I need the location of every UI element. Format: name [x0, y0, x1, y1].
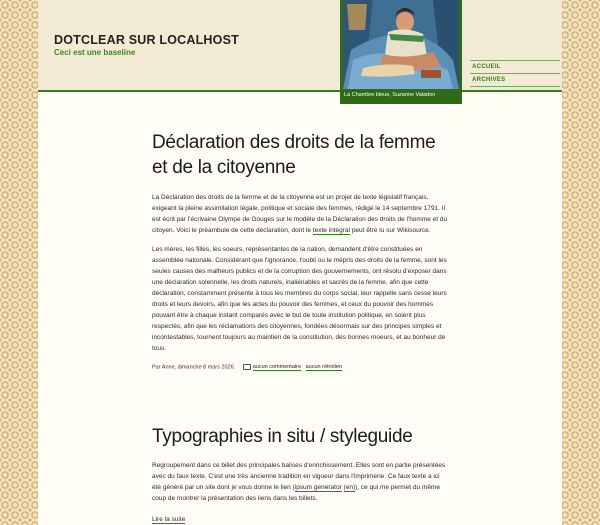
banner-image — [340, 0, 462, 104]
nav-item-accueil[interactable]: ACCUEIL — [470, 60, 560, 73]
site-title[interactable]: DOTCLEAR SUR LOCALHOST — [54, 33, 239, 47]
trackbacks-link[interactable]: aucun rétrolien — [305, 364, 342, 371]
painting-illustration — [343, 0, 459, 89]
post — [152, 424, 448, 525]
site-header — [38, 0, 562, 98]
comment-icon — [243, 364, 251, 370]
full-text-link[interactable]: texte intégral — [312, 227, 351, 234]
painting-image — [343, 0, 459, 89]
post-author-date: Par Anne, dimanche 8 mars 2026. — [152, 364, 236, 371]
comments-link[interactable]: aucun commentaire — [252, 364, 302, 371]
post-intro: La Déclaration des droits de la femme et de la citoyenne est un projet de texte législatif français, exigeant la pleine assimilation légale, politique et sociale des femmes, rédigé le 14 septembre 1791. Il est écrit par l'écrivaine Olympe de Gouges sur le modèle de la Déclaration des droits de l'homme et du citoyen. Voici le préambule de cette déclaration, dont le texte intégral peut être lu sur Wikisource. — [152, 194, 448, 234]
main-nav — [470, 60, 560, 87]
post-intro: Regroupement dans ce billet des principales balises d'enrichissement. Elles sont en partie présentées avec du faux texte. C'est une très ancienne tradition en vigueur dans l'imprimerie. Ce faux texte a ici été généré par un site dont je vous donne le lien (ipsum generator (en)), ce qui me permet du même coup de montrer la présentation des liens dans les billets. — [152, 462, 446, 502]
post-title[interactable]: Typographies in situ / styleguide — [152, 426, 413, 447]
post-body: Les mères, les filles, les soeurs, représentantes de la nation, demandent d'être constituées en assemblée nationale. Considérant que l'ignorance, l'oubli ou le mépris des droits de la femme, sont les seules causes des malheurs publics et de la corruption des gouvernements, ont résolu d'exposer dans une déclaration solennelle, les droits naturels, inaliénables et sacrés de la femme, afin que cette déclaration, constamment présente à tous les membres du corps social, leur rappelle sans cesse leurs droits et leurs devoirs, afin que les actes du pouvoir des femmes, et ceux du pouvoir des hommes pouvant être à chaque instant comparés avec le but de toute institution politique, en soient plus respectés, afin que les réclamations des citoyennes, fondées désormais sur des principes simples et incontestables, tournent toujours au maintien de la constitution, des bonnes moeurs, et au bonheur de tous. — [152, 246, 447, 352]
read-more — [152, 514, 448, 525]
page — [38, 0, 562, 525]
site-baseline: Ceci est une baseline — [54, 48, 136, 57]
lang-en-link[interactable]: (en) — [343, 484, 356, 491]
ipsum-generator-link[interactable]: ipsum generator — [294, 484, 342, 491]
nav-item-archives[interactable]: ARCHIVES — [470, 73, 560, 87]
read-more-link[interactable]: Lire la suite — [152, 516, 186, 523]
post — [152, 130, 448, 370]
banner-caption: La Chambre bleue, Suzanne Valadon — [344, 92, 436, 98]
post-title[interactable]: Déclaration des droits de la femme et de la citoyenne — [152, 132, 436, 178]
post-meta — [152, 364, 448, 370]
